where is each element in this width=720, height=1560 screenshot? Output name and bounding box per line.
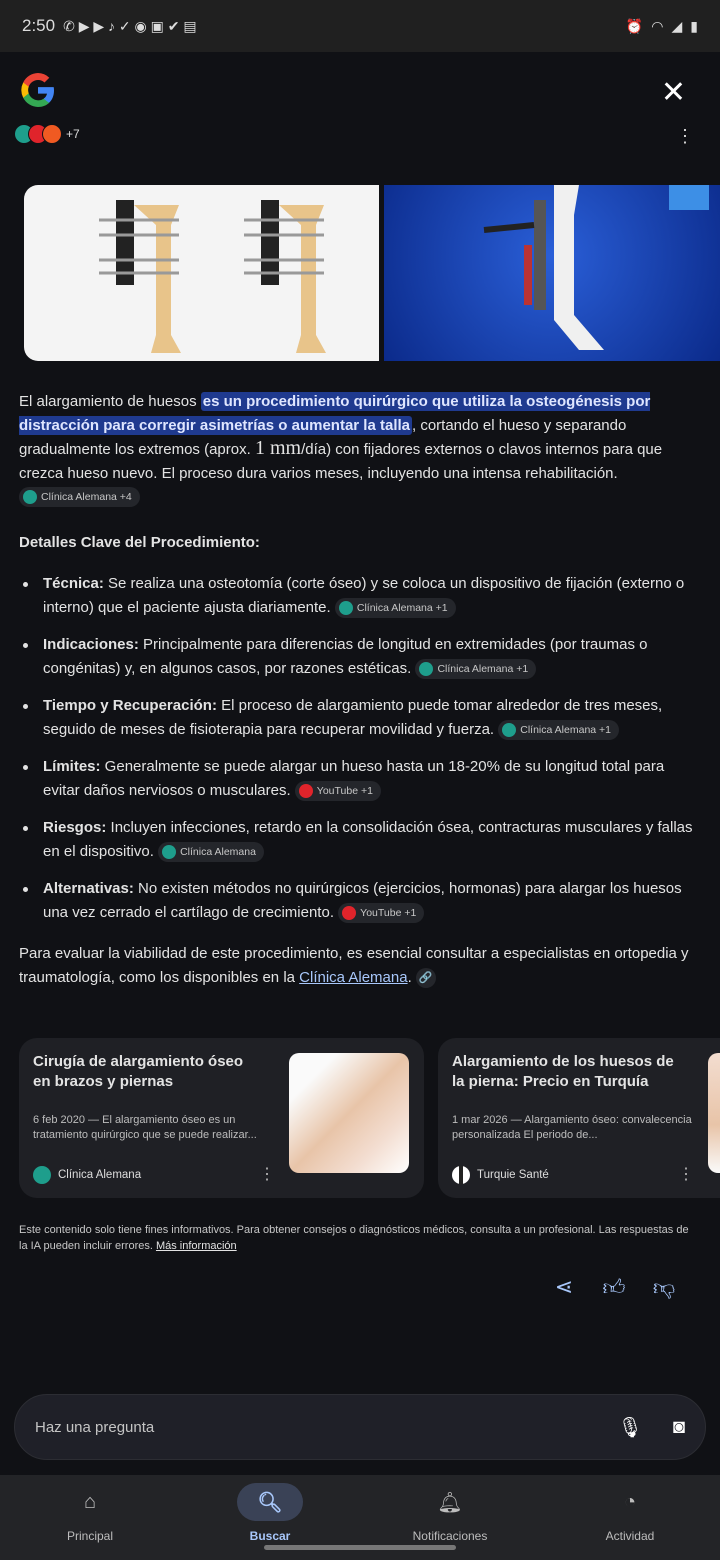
detail-item xyxy=(19,816,703,863)
nav-label: Principal xyxy=(66,1529,114,1543)
card-source-name: Clínica Alemana xyxy=(58,1169,142,1181)
source-chip[interactable] xyxy=(158,842,264,862)
chip-label: YouTube +1 xyxy=(316,784,373,797)
clinica-alemana-icon xyxy=(419,662,433,676)
card-more-icon[interactable]: ⋮ xyxy=(259,1166,275,1183)
notification-icons: ✆ ▶ ▶ ♪ ✓ ◉ ▣ ✔ ▤ xyxy=(63,17,197,34)
home-icon: ⌂ xyxy=(83,1490,97,1513)
source-e-icon xyxy=(42,124,62,144)
thumbs-down-icon[interactable]: 👎︎ xyxy=(652,1275,676,1300)
intro-text: /día) con fijadores externos o clavos internos para que crezca hueso nuevo. El proceso dura varios meses, incluyendo una intensa rehabilitación. xyxy=(19,441,663,482)
link-icon[interactable]: 🔗 xyxy=(416,968,436,988)
source-chip[interactable] xyxy=(338,903,424,923)
detail-term: Límites: xyxy=(43,758,101,775)
alarm-icon: ⏰ xyxy=(625,17,644,34)
turquie-sante-icon xyxy=(452,1166,470,1184)
card-source xyxy=(452,1166,549,1184)
status-time: 2:50 xyxy=(22,16,56,35)
card-description: 6 feb 2020 — El alargamiento óseo es un tratamiento quirúrgico que se puede realizar... xyxy=(33,1114,257,1141)
detail-item xyxy=(19,633,703,680)
detail-item xyxy=(19,694,703,741)
source-card[interactable] xyxy=(438,1038,720,1198)
lens-icon[interactable]: ◙ xyxy=(672,1415,685,1438)
signal-icon: ◢ xyxy=(671,17,683,34)
leg-fixator-image[interactable] xyxy=(384,185,720,361)
chip-label: Clínica Alemana +4 xyxy=(41,491,132,504)
ask-bar xyxy=(14,1394,706,1460)
details-list xyxy=(19,572,703,924)
measurement: 1 mm xyxy=(254,437,302,459)
outro-text: . xyxy=(407,968,412,986)
nav-label: Actividad xyxy=(605,1529,655,1543)
nav-label: Notificaciones xyxy=(412,1529,488,1543)
header xyxy=(0,52,720,132)
card-title: Cirugía de alargamiento óseo en brazos y piernas xyxy=(33,1053,244,1090)
detail-text: Principalmente para diferencias de longitud en extremidades (por traumas o congénitas) y, en algunos casos, por razones estéticas. xyxy=(43,636,648,677)
share-icon[interactable]: ⋖ xyxy=(554,1274,574,1299)
detail-term: Indicaciones: xyxy=(43,636,139,653)
card-more-icon[interactable]: ⋮ xyxy=(678,1166,694,1183)
clinica-alemana-icon xyxy=(162,845,176,859)
detail-item xyxy=(19,572,703,619)
wifi-icon: ◠ xyxy=(651,17,664,34)
detail-term: Alternativas: xyxy=(43,880,134,897)
detail-text: El proceso de alargamiento puede tomar alrededor de tres meses, seguido de meses de fisioterapia para recuperar movilidad y fuerza. xyxy=(43,697,663,738)
detail-item xyxy=(19,877,703,924)
detail-term: Técnica: xyxy=(43,575,104,592)
outro-paragraph xyxy=(19,942,703,989)
system-icons xyxy=(626,18,698,35)
card-title: Alargamiento de los huesos de la pierna: Precio en Turquía xyxy=(452,1053,674,1090)
clinica-alemana-link[interactable]: Clínica Alemana xyxy=(299,968,408,986)
highlighted-text: es un procedimiento quirúrgico que utiliza la osteogénesis por distracción para corregir asimetrías o aumentar la talla xyxy=(19,393,651,434)
bottom-nav xyxy=(0,1475,720,1560)
chip-label: Clínica Alemana xyxy=(180,845,256,858)
disclaimer xyxy=(19,1222,699,1254)
card-source xyxy=(33,1166,141,1184)
battery-icon: ▮ xyxy=(690,17,698,34)
clinica-alemana-icon xyxy=(339,601,353,615)
source-card[interactable] xyxy=(19,1038,424,1198)
close-button[interactable]: ✕ xyxy=(660,76,686,109)
detail-text: No existen métodos no quirúrgicos (ejercicios, hormonas) para alargar los huesos una vez cerrado el cartílago de crecimiento. xyxy=(43,880,682,921)
card-source-name: Turquie Santé xyxy=(477,1169,549,1181)
detail-text: Se realiza una osteotomía (corte óseo) y se coloca un dispositivo de fijación (externo o interno) que el paciente ajusta diariamente. xyxy=(43,575,685,616)
google-logo xyxy=(18,70,58,110)
detail-term: Tiempo y Recuperación: xyxy=(43,697,217,714)
nav-principal[interactable] xyxy=(0,1475,180,1560)
clinica-alemana-icon xyxy=(23,490,37,504)
gesture-handle xyxy=(264,1545,456,1550)
detail-item xyxy=(19,755,703,802)
nav-actividad[interactable] xyxy=(540,1475,720,1560)
source-chip[interactable] xyxy=(415,659,536,679)
card-description: 1 mar 2026 — Alargamiento óseo: convalecencia personalizada El periodo de... xyxy=(452,1114,692,1141)
intro-text: El alargamiento de huesos xyxy=(19,393,201,410)
youtube-icon xyxy=(299,784,313,798)
image-strip xyxy=(24,185,720,361)
source-chip[interactable] xyxy=(295,781,381,801)
clinica-alemana-icon xyxy=(502,723,516,737)
card-thumbnail xyxy=(708,1053,720,1173)
nav-label: Buscar xyxy=(249,1529,291,1543)
chip-label: YouTube +1 xyxy=(360,906,417,919)
bell-icon: 🔔︎ xyxy=(437,1491,463,1514)
source-chip[interactable] xyxy=(19,487,140,507)
ai-overview-answer xyxy=(19,390,703,989)
more-options-icon[interactable]: ⋮ xyxy=(676,126,694,146)
chip-label: Clínica Alemana +1 xyxy=(520,723,612,736)
more-sources-count: +7 xyxy=(66,127,80,141)
more-info-link[interactable]: Más información xyxy=(155,1240,237,1252)
search-icon: 🔍︎ xyxy=(237,1483,303,1521)
outro-text: Para evaluar la viabilidad de este procedimiento, es esencial consultar a especialistas en ortopedia y traumatología, como los disponibles en la xyxy=(19,945,689,986)
clinica-alemana-icon xyxy=(33,1166,51,1184)
intro-text: , cortando el hueso y separando gradualmente los extremos (aprox. xyxy=(19,416,627,458)
bone-fixator-image[interactable] xyxy=(24,185,379,361)
chip-label: Clínica Alemana +1 xyxy=(356,601,448,614)
microphone-icon[interactable]: 🎙︎ xyxy=(617,1416,643,1439)
source-cards xyxy=(19,1038,720,1198)
intro-paragraph xyxy=(19,390,703,509)
section-heading: Detalles Clave del Procedimiento: xyxy=(19,533,260,551)
detail-text: Incluyen infecciones, retardo en la consolidación ósea, contracturas musculares y fallas en el dispositivo. xyxy=(43,819,693,860)
activity-icon: ◔ xyxy=(623,1490,637,1513)
chip-label: Clínica Alemana +1 xyxy=(437,662,529,675)
source-icons[interactable] xyxy=(14,124,80,144)
source-chip[interactable] xyxy=(335,598,456,618)
detail-text: Generalmente se puede alargar un hueso hasta un 18-20% de su longitud total para evitar daños nerviosos o musculares. xyxy=(43,758,665,799)
status-bar xyxy=(0,0,720,52)
thumbs-up-icon[interactable]: 👍︎ xyxy=(602,1275,626,1300)
ask-input[interactable] xyxy=(35,1419,588,1436)
youtube-icon xyxy=(342,906,356,920)
card-thumbnail xyxy=(289,1053,409,1173)
disclaimer-text: Este contenido solo tiene fines informativos. Para obtener consejos o diagnósticos médicos, consulta a un profesional. Las respuestas de la IA pueden incluir errores. xyxy=(19,1224,689,1252)
detail-term: Riesgos: xyxy=(43,819,107,836)
feedback-actions xyxy=(552,1274,676,1301)
source-chip[interactable] xyxy=(498,720,619,740)
